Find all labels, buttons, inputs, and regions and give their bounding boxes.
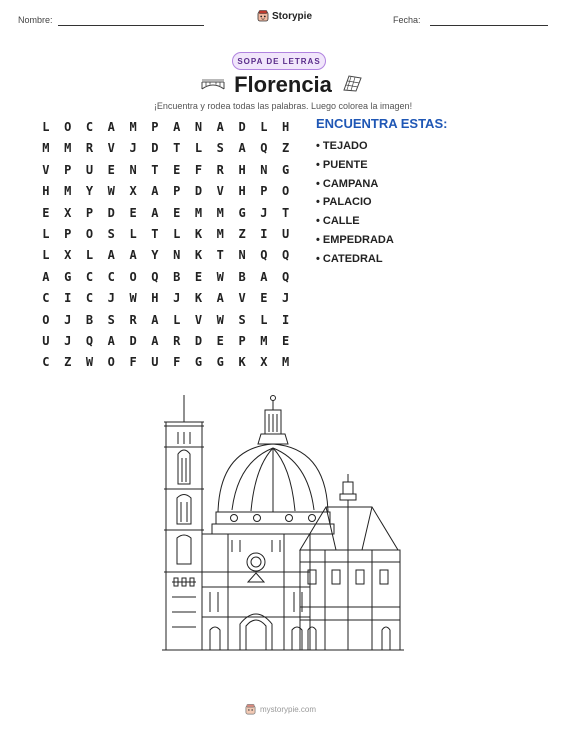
grid-letter[interactable]: T (173, 141, 181, 156)
grid-row (35, 331, 297, 352)
grid-letter[interactable]: H (282, 120, 290, 134)
grid-letter[interactable]: D (151, 141, 159, 156)
grid-letter[interactable]: L (42, 248, 50, 263)
grid-letter[interactable]: L (260, 312, 268, 327)
grid-letter[interactable]: C (42, 355, 50, 370)
grid-letter[interactable]: N (238, 248, 246, 263)
grid-letter[interactable]: M (282, 355, 290, 370)
grid-letter[interactable]: R (129, 312, 137, 327)
grid-letter[interactable]: S (238, 312, 246, 327)
grid-letter[interactable]: Z (282, 141, 290, 156)
grid-letter[interactable]: D (194, 184, 203, 199)
grid-letter[interactable]: P (85, 205, 94, 220)
grid-letter[interactable]: Q (282, 269, 290, 284)
grid-letter[interactable]: G (282, 162, 290, 177)
grid-letter[interactable]: A (173, 120, 181, 134)
grid-letter[interactable]: A (107, 120, 115, 134)
grid-letter[interactable]: G (238, 205, 246, 220)
grid-letter[interactable]: G (194, 355, 203, 370)
word-list-item: • TEJADO (316, 140, 368, 152)
grid-letter[interactable]: P (260, 184, 268, 199)
brand (257, 10, 312, 22)
brand-name: Storypie (272, 10, 313, 22)
grid-letter[interactable]: P (64, 226, 72, 241)
grid-row (35, 352, 297, 373)
grid-letter[interactable]: A (151, 333, 159, 348)
grid-letter[interactable]: Q (260, 248, 268, 263)
word-list-item: • CALLE (316, 215, 360, 228)
grid-letter[interactable]: F (173, 355, 181, 370)
grid-row (35, 138, 297, 159)
grid-letter[interactable]: Q (260, 141, 268, 156)
grid-letter[interactable]: M (216, 205, 224, 220)
grid-letter[interactable]: W (85, 355, 94, 370)
grid-row (35, 310, 297, 331)
grid-letter[interactable]: C (85, 269, 94, 284)
grid-letter[interactable]: F (194, 162, 203, 177)
grid-letter[interactable]: J (64, 312, 72, 327)
grid-letter[interactable]: M (64, 184, 72, 199)
grid-letter[interactable]: R (173, 333, 181, 348)
grid-letter[interactable]: A (216, 120, 224, 134)
grid-letter[interactable]: M (129, 120, 137, 134)
grid-letter[interactable]: D (129, 333, 137, 348)
grid-row (35, 267, 297, 288)
grid-letter[interactable]: E (173, 205, 181, 220)
grid-letter[interactable]: G (216, 355, 224, 370)
grid-letter[interactable]: F (129, 355, 137, 370)
grid-letter[interactable]: E (216, 333, 224, 348)
grid-letter[interactable]: W (107, 184, 115, 199)
grid-letter[interactable]: C (85, 120, 94, 134)
grid-letter[interactable]: K (238, 355, 246, 370)
grid-letter[interactable]: O (85, 226, 94, 241)
grid-letter[interactable]: R (216, 162, 224, 177)
grid-letter[interactable]: Q (151, 269, 159, 284)
grid-letter[interactable]: I (260, 226, 268, 241)
grid-letter[interactable]: X (129, 184, 137, 199)
grid-letter[interactable]: C (107, 269, 115, 284)
grid-letter[interactable]: K (194, 226, 203, 241)
grid-letter[interactable]: L (173, 226, 181, 241)
grid-letter[interactable]: L (42, 226, 50, 241)
grid-letter[interactable]: G (64, 269, 72, 284)
grid-letter[interactable]: Q (282, 248, 290, 263)
word-list (316, 137, 394, 269)
grid-letter[interactable]: U (282, 226, 290, 241)
grid-letter[interactable]: S (107, 226, 115, 241)
word-list-item: • CATEDRAL (316, 252, 383, 265)
grid-row (35, 224, 297, 245)
footer (245, 704, 316, 715)
grid-letter[interactable]: N (260, 162, 268, 177)
grid-letter[interactable]: U (151, 355, 159, 370)
grid-row (35, 288, 297, 309)
grid-letter[interactable]: U (42, 333, 50, 348)
grid-letter[interactable]: K (194, 291, 203, 306)
grid-letter[interactable]: D (238, 120, 246, 134)
grid-letter[interactable]: L (194, 141, 203, 156)
florence-cathedral-drawing[interactable] (160, 392, 410, 654)
grid-letter[interactable]: J (129, 141, 137, 156)
grid-letter[interactable]: M (64, 141, 72, 156)
word-list-title: ENCUENTRA ESTAS: (316, 116, 448, 131)
grid-letter[interactable]: M (194, 205, 203, 220)
date-line[interactable] (430, 25, 548, 26)
word-list-item: • EMPEDRADA (316, 233, 394, 246)
name-label: Nombre: (18, 15, 53, 25)
grid-letter[interactable]: N (129, 162, 137, 177)
grid-letter[interactable]: T (282, 205, 290, 220)
grid-letter[interactable]: J (107, 291, 115, 306)
grid-letter[interactable]: L (85, 248, 94, 263)
grid-letter[interactable]: C (85, 291, 94, 306)
grid-letter[interactable]: E (173, 162, 181, 177)
grid-letter[interactable]: X (64, 205, 72, 220)
grid-letter[interactable]: H (42, 184, 50, 199)
grid-letter[interactable]: X (64, 248, 72, 263)
grid-letter[interactable]: M (216, 226, 224, 241)
grid-letter[interactable]: V (42, 162, 50, 177)
grid-letter[interactable]: K (194, 248, 203, 263)
grid-letter[interactable]: E (194, 269, 203, 284)
grid-letter[interactable]: N (173, 248, 181, 263)
grid-row (35, 117, 297, 138)
grid-letter[interactable]: P (64, 162, 72, 177)
grid-letter[interactable]: Y (151, 248, 159, 263)
grid-letter[interactable]: D (194, 333, 203, 348)
grid-letter[interactable]: T (151, 226, 159, 241)
grid-letter[interactable]: X (260, 355, 268, 370)
grid-letter[interactable]: S (216, 141, 224, 156)
grid-letter[interactable]: C (42, 291, 50, 306)
grid-row (35, 160, 297, 181)
grid-letter[interactable]: J (260, 205, 268, 220)
grid-letter[interactable]: Q (85, 333, 94, 348)
grid-letter[interactable]: V (107, 141, 115, 156)
grid-letter[interactable]: E (260, 291, 268, 306)
grid-letter[interactable]: J (173, 291, 181, 306)
grid-letter[interactable]: L (173, 312, 181, 327)
grid-letter[interactable]: Z (64, 355, 72, 370)
grid-letter[interactable]: T (151, 162, 159, 177)
grid-letter[interactable]: A (151, 312, 159, 327)
grid-letter[interactable]: V (238, 291, 246, 306)
grid-letter[interactable]: S (107, 312, 115, 327)
grid-letter[interactable]: P (151, 120, 159, 134)
page-title: Florencia (234, 72, 332, 97)
grid-letter[interactable]: B (173, 269, 181, 284)
grid-letter[interactable]: A (151, 205, 159, 220)
grid-letter[interactable]: B (85, 312, 94, 327)
grid-letter[interactable]: N (194, 120, 203, 134)
grid-row (35, 203, 297, 224)
word-list-item: • PUENTE (316, 158, 368, 171)
grid-letter[interactable]: H (151, 291, 159, 306)
grid-letter[interactable]: O (129, 269, 137, 284)
grid-letter[interactable]: A (216, 291, 224, 306)
grid-letter[interactable]: A (42, 269, 50, 284)
grid-letter[interactable]: E (282, 333, 290, 348)
grid-letter[interactable]: V (216, 184, 224, 199)
grid-letter[interactable]: Z (238, 226, 246, 241)
grid-letter[interactable]: W (129, 291, 137, 306)
grid-letter[interactable]: A (238, 141, 246, 156)
grid-letter[interactable]: U (85, 162, 94, 177)
instructions: ¡Encuentra y rodea todas las palabras. Luego colorea la imagen! (153, 101, 413, 111)
building-icon (341, 74, 363, 92)
activity-badge: SOPA DE LETRAS (232, 52, 326, 70)
word-list-item: • PALACIO (316, 196, 372, 209)
grid-letter[interactable]: V (194, 312, 203, 327)
grid-letter[interactable]: L (129, 226, 137, 241)
grid-letter[interactable]: E (107, 162, 115, 177)
grid-letter[interactable]: O (282, 184, 290, 199)
word-search-grid[interactable] (35, 117, 297, 374)
word-list-item: • CAMPANA (316, 177, 379, 190)
name-line[interactable] (58, 25, 204, 26)
grid-letter[interactable]: P (173, 184, 181, 199)
grid-letter[interactable]: A (107, 333, 115, 348)
grid-letter[interactable]: H (238, 184, 246, 199)
grid-letter[interactable]: E (129, 205, 137, 220)
grid-letter[interactable]: O (64, 120, 72, 134)
grid-letter[interactable]: J (282, 291, 290, 306)
grid-letter[interactable]: P (238, 333, 246, 348)
grid-letter[interactable]: O (42, 312, 50, 327)
grid-letter[interactable]: M (42, 141, 50, 156)
date-label: Fecha: (393, 15, 421, 25)
grid-letter[interactable]: A (151, 184, 159, 199)
grid-row (35, 245, 297, 266)
grid-letter[interactable]: H (238, 162, 246, 177)
grid-letter[interactable]: A (260, 269, 268, 284)
footer-url: mystorypie.com (260, 705, 317, 714)
grid-letter[interactable]: R (85, 141, 94, 156)
grid-letter[interactable]: L (42, 120, 50, 134)
grid-letter[interactable]: E (42, 205, 50, 220)
grid-letter[interactable]: W (216, 269, 224, 284)
storypie-logo-icon (257, 10, 269, 22)
grid-row (35, 181, 297, 202)
grid-letter[interactable]: T (216, 248, 224, 263)
grid-letter[interactable]: L (260, 120, 268, 134)
grid-letter[interactable]: A (129, 248, 137, 263)
grid-letter[interactable]: I (64, 291, 72, 306)
grid-letter[interactable]: A (107, 248, 115, 263)
grid-letter[interactable]: B (238, 269, 246, 284)
grid-letter[interactable]: J (64, 333, 72, 348)
grid-letter[interactable]: I (282, 312, 290, 327)
grid-letter[interactable]: O (107, 355, 115, 370)
storypie-logo-icon (245, 704, 256, 715)
grid-letter[interactable]: W (216, 312, 224, 327)
grid-letter[interactable]: M (260, 333, 268, 348)
grid-letter[interactable]: Y (85, 184, 94, 199)
grid-letter[interactable]: D (107, 205, 115, 220)
